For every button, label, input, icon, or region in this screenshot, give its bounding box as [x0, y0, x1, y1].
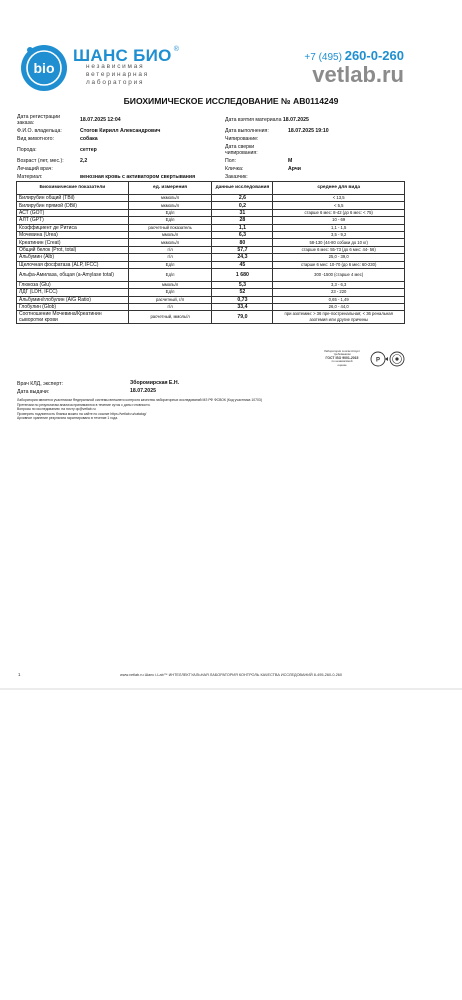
result-value: 57,7	[212, 246, 273, 253]
reference-range: 25,0 - 39,0	[273, 254, 405, 261]
breed-label: Порода:	[17, 147, 37, 153]
unit-cell: расчетный, г/л	[128, 296, 212, 303]
parameter-name: Глобулин (Glob)	[17, 304, 129, 311]
parameter-name: Билирубин прямой (DBil)	[17, 202, 129, 209]
col-header-parameter: Биохимические показатели	[17, 182, 129, 195]
shans-bio-logo	[20, 44, 68, 92]
reference-range: 0,65 - 1,49	[273, 296, 405, 303]
document-title: БИОХИМИЧЕСКОЕ ИССЛЕДОВАНИЕ № AB0114249	[123, 96, 339, 106]
table-header-row	[17, 182, 405, 195]
parameter-name: Коэффициент де Ритиса	[17, 224, 129, 231]
nick-label: Кличка:	[225, 166, 244, 172]
result-value: 31	[212, 209, 273, 216]
unit-cell: Ед/л	[128, 209, 212, 216]
nick-value: Арчи	[288, 166, 301, 172]
unit-cell: Ед/л	[128, 289, 212, 296]
done-value: 18.07.2025 19:10	[288, 128, 329, 134]
brand-subtitle: независимая ветеринарная лаборатория	[86, 63, 149, 86]
sex-value: М	[288, 158, 293, 164]
result-value: 79,0	[212, 311, 273, 324]
parameter-name: Общий белок (Prot, total)	[17, 246, 129, 253]
chip-label: Чипирование:	[225, 136, 259, 142]
result-value: 0,2	[212, 202, 273, 209]
unit-cell: расчетный показатель	[128, 224, 212, 231]
parameter-name: Альфа-Амилаза, общая (a-Amylase total)	[17, 268, 129, 281]
brand-name: ШАНС БИО ®	[73, 46, 180, 65]
table-row	[17, 246, 405, 253]
table-row	[17, 195, 405, 202]
result-value: 80	[212, 239, 273, 246]
parameter-name: Альбумин/глобулин (A/G Ratio)	[17, 296, 129, 303]
table-row	[17, 231, 405, 238]
sverka-label: Дата сверки чипирования:	[225, 144, 258, 156]
results-table	[16, 181, 405, 324]
sample-date: Дата взятия материала 18.07.2025	[225, 117, 309, 123]
material-label: Материал:	[17, 174, 43, 180]
result-value: 33,4	[212, 304, 273, 311]
result-value: 45	[212, 261, 273, 268]
unit-cell: г/л	[128, 246, 212, 253]
expert-label: Врач КЛД, эксперт:	[17, 381, 63, 387]
parameter-name: Глюкоза (Glu)	[17, 281, 129, 288]
table-row	[17, 304, 405, 311]
unit-cell: ммоль/л	[128, 281, 212, 288]
reference-range: 58-130 (44-80 собаки до 10 кг)	[273, 239, 405, 246]
result-value: 52	[212, 289, 273, 296]
unit-cell: Ед/л	[128, 217, 212, 224]
reference-range: 3,5 - 9,2	[273, 231, 405, 238]
done-label: Дата выполнения:	[225, 128, 269, 134]
unit-cell: мкмоль/л	[128, 239, 212, 246]
owner-label: Ф.И.О. владельца:	[17, 128, 62, 134]
parameter-name: Альбумин (Alb)	[17, 254, 129, 261]
unit-cell: г/л	[128, 304, 212, 311]
reference-range: < 13,5	[273, 195, 405, 202]
col-header-value: данные исследования	[212, 182, 273, 195]
result-value: 0,73	[212, 296, 273, 303]
svg-text:P: P	[375, 357, 381, 364]
client-label: Заказчик:	[225, 174, 248, 180]
unit-cell: Ед/л	[128, 268, 212, 281]
lab-phone: +7 (495) 260-0-260	[304, 48, 404, 63]
table-row	[17, 254, 405, 261]
material-value: венозная кровь с активатором свертывания	[80, 174, 196, 180]
page-footer: www.vetlab.ru Шанс i-Lab™ ИНТЕЛЛЕКТУАЛЬНАЯ ЛАБОРАТОРИЯ КОНТРОЛЬ КАЧЕСТВА ИССЛЕДОВАНИЙ 8-495-260-0-260	[119, 673, 343, 677]
reference-range: 23 - 220	[273, 289, 405, 296]
reference-range: старше 6 мес: 55-73 (до 6 мес: 44- 56)	[273, 246, 405, 253]
age-label: Возраст (лет, мес.):	[17, 158, 64, 164]
page-number: 1	[18, 672, 21, 677]
table-row	[17, 311, 405, 324]
reference-range: 3,3 - 6,3	[273, 281, 405, 288]
result-value: 1 680	[212, 268, 273, 281]
parameter-name: Соотношение Мочевина/Креатинин сыворотки крови	[17, 311, 129, 324]
unit-cell: мкмоль/л	[128, 202, 212, 209]
report-notes: Лаборатория является участником Федеральной системы внешнего контроля качества лабораторных исследований МЗ РФ ФСВОК (Код участника 10703) Претензии по результатам анализа принимаются в течение суток с даты готовности. Вопросы по исследованию: на почту qc@vetlab.ru Проверить подлинность бланка можно на сайте по ссылке https://vetlab.ru/catalog/ Архивное хранение результата гарантировано в течение 1 года.	[17, 398, 262, 421]
table-row	[17, 268, 405, 281]
lab-website: vetlab.ru	[312, 62, 404, 87]
table-row	[17, 224, 405, 231]
breed-value: сеттер	[80, 147, 97, 153]
blank-area	[0, 690, 462, 1000]
table-row	[17, 209, 405, 216]
parameter-name: Мочевина (Urea)	[17, 231, 129, 238]
col-header-unit: ед. измерения	[128, 182, 212, 195]
result-value: 1,1	[212, 224, 273, 231]
certification-badges-icon	[370, 351, 406, 367]
owner-value: Стогов Кирилл Александрович	[80, 128, 161, 134]
reg-date-value: 18.07.2025 12:04	[80, 117, 121, 123]
parameter-name: ЛДГ (LDH, IFCC)	[17, 289, 129, 296]
table-row	[17, 261, 405, 268]
table-row	[17, 239, 405, 246]
unit-cell: г/л	[128, 254, 212, 261]
unit-cell: ммоль/л	[128, 231, 212, 238]
result-value: 24,3	[212, 254, 273, 261]
reference-range: 300 -1500 (старше 4 мес)	[273, 268, 405, 281]
reference-range: 10 - 69	[273, 217, 405, 224]
parameter-name: Креатинин (Creat)	[17, 239, 129, 246]
doctor-label: Лечащий врач:	[17, 166, 53, 172]
reference-range: < 5,5	[273, 202, 405, 209]
col-header-reference: среднее для вида	[273, 182, 405, 195]
table-row	[17, 217, 405, 224]
parameter-name: АСТ (GOT)	[17, 209, 129, 216]
result-value: 28	[212, 217, 273, 224]
reference-range: 26,0 - 44,0	[273, 304, 405, 311]
reg-date-label: Дата регистрации заказа:	[17, 114, 60, 126]
parameter-name: Щелочная фосфатаза (ALP, IFCC)	[17, 261, 129, 268]
table-row	[17, 202, 405, 209]
issued-value: 18.07.2025	[130, 388, 156, 394]
sex-label: Пол:	[225, 158, 236, 164]
species-label: Вид животного:	[17, 136, 54, 142]
unit-cell: мкмоль/л	[128, 195, 212, 202]
expert-value: Зборомирская Е.Н.	[130, 380, 180, 386]
iso-certificate-note: Лаборатория соответствует требованиям ГОСТ ISO 9001-2015 по независимой оценке	[324, 349, 360, 367]
reference-range: при азотемии: > 36 пре-постренальная; < 36 ренальная азотемия или другие причины	[273, 311, 405, 324]
species-value: собака	[80, 136, 98, 142]
result-value: 6,3	[212, 231, 273, 238]
table-row	[17, 281, 405, 288]
reference-range: старше 6 мес: 10-70 (до 6 мес: 60-230)	[273, 261, 405, 268]
reference-range: старше 6 мес: 8-42 (до 6 мес: < 75)	[273, 209, 405, 216]
table-row	[17, 289, 405, 296]
reference-range: 1,1 - 1,5	[273, 224, 405, 231]
unit-cell: расчетный, ммоль/л	[128, 311, 212, 324]
parameter-name: Билирубин общий (TBil)	[17, 195, 129, 202]
table-row	[17, 296, 405, 303]
unit-cell: Ед/л	[128, 261, 212, 268]
issued-label: Дата выдачи:	[17, 389, 50, 395]
result-value: 5,3	[212, 281, 273, 288]
logo-text: bio	[33, 60, 55, 76]
age-value: 2,2	[80, 158, 88, 164]
parameter-name: АЛТ (GPT)	[17, 217, 129, 224]
result-value: 2,6	[212, 195, 273, 202]
